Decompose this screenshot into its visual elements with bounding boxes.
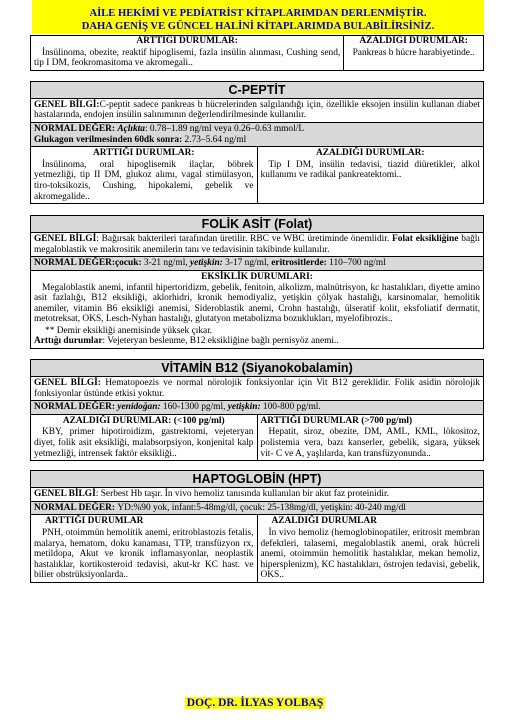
b12-decrease-head: AZALDIĞI DURUMLAR: (<100 pg/ml) <box>62 415 225 426</box>
insulin-decrease-text: Pankreas b hücre harabiyetinde.. <box>352 47 475 58</box>
b12-increase-text: Hepatit, siroz, obezite, DM, AML, KML, lökositoz, polistemia vera, bazı kanserler, gebelik, sigara, yüksek vit- C ve A, yaşlılarda, kan transfüzyonunda.. <box>260 427 480 459</box>
hapto-section <box>30 470 484 583</box>
folik-normal-child: 3-21 ng/ml, <box>141 258 190 269</box>
cpeptit-increase-cell <box>31 147 257 203</box>
hapto-increase-cell <box>31 515 257 582</box>
folik-normal <box>31 257 483 271</box>
folik-normal-rbc-label: eritrositlerde: <box>271 258 327 269</box>
cpeptit-title: C-PEPTİT <box>31 82 483 99</box>
cpeptit-general-text: C-peptit sadece pankreas b hücrelerinden salgılandığı için, özellikle eksojen insülin kullanan diabet hastalarında, endojen insülin salınımının değerlendirilmesinde kullanılır. <box>34 99 480 121</box>
folik-normal-adult-label: yetişkin: <box>190 258 223 269</box>
folik-general-text2: bağlı megaloblastik ve makrositik anemilerin tanı ve tedavisinin takibinde kullanılır. <box>34 234 480 255</box>
cpeptit-glukagon-value: 2.73–5.64 ng/ml <box>184 134 247 145</box>
cpeptit-decrease-head: AZALDIĞI DURUMLAR: <box>315 148 425 159</box>
folik-deficiency-text: Megaloblastik anemi, infantil hipertoridizm, gebelik, fenitoin, alkolizm, malnütrisyon, kc hastalıkları, diyette amino asit fazlalığı, B12 eksikliği, aklorhidri, kronik hemodiyaliz, yetişkin çölyak hastalığı, karsinomalar, hemolitik anemiler, vitamin B6 eksikliği anemisi, Sideroblastik anemi, Crohn hastalığı, ülseratif kolit, eksfoliatif dermatit, metotreksat, OKS, Lesch-Nyhan hastalığı, glutatyon metabolizma bozuklukları, myelofibrozis.. <box>34 282 480 325</box>
b12-normal-label: NORMAL DEĞER: <box>34 402 118 413</box>
folik-increase <box>31 336 483 348</box>
b12-general <box>31 377 483 401</box>
folik-normal-label: NORMAL DEĞER: <box>34 258 115 269</box>
hapto-title: HAPTOGLOBİN (HPT) <box>31 471 483 488</box>
cpeptit-normal-sub: Açlıkta <box>117 123 145 134</box>
hapto-normal-text: YD:%90 yok, infant:5-48mg/dl, çocuk: 25-138mg/dl, yetişkin: 40-240 mg/dl <box>117 502 406 513</box>
header-line-2: DAHA GENİŞ VE GÜNCEL HALİNİ KİTAPLARIMDA BULABİLİRSİNİZ. <box>81 20 435 32</box>
page <box>30 0 484 583</box>
hapto-general-text: : Serbest Hb taşır. İn vivo hemoliz tanısında kullanılan bir akut faz proteinidir. <box>95 489 389 500</box>
cpeptit-general-label: GENEL BİLGİ: <box>34 99 100 110</box>
hapto-increase-head: ARTTIĞI DURUMLAR <box>45 516 144 527</box>
cpeptit-glukagon-label: Glukagon verilmesinden 60dk sonra: <box>34 134 185 145</box>
footer-author-text: DOÇ. DR. İLYAS YOLBAŞ <box>186 697 324 709</box>
cpeptit-increase-head: ARTTIĞI DURUMLAR: <box>93 148 195 159</box>
hapto-decrease-text: İn vivo hemoliz (hemoglobinopatiler, eritrosit membran defektleri, talasemi, megaloblastik anemi, orak hücreli anemi, otoimmün hemolitik hastalıklar, mekan hemoliz, hipersplenizm), KC hastalıkları, östrojen tedavisi, gebelik, OKS.. <box>260 528 480 581</box>
cpeptit-normal-text: : 0.78–1.89 ng/ml veya 0.26–0.63 mmol/L <box>144 123 305 134</box>
hapto-general <box>31 488 483 502</box>
folik-general-text: : Bağırsak bakterileri tarafından üretilir. RBC ve WBC üretiminde önemlidir. <box>96 234 390 245</box>
cpeptit-section <box>30 81 484 204</box>
folik-normal-rbc: 110–700 ng/ml <box>326 258 386 269</box>
cpeptit-normal-label: NORMAL DEĞER: <box>34 123 118 134</box>
hapto-increase-text: PNH, otoimmün hemolitik anemi, eritroblastozis fetalis, malarya, hematom, doku kanaması, TTP, transfüzyon rx, metildopa, Akut ve kronik inflamasyonlar, neoplastik hastalıklar, kortikosteroid tedavisi, akut-kr KC hast. ve bilier obstrüksiyonlarda.. <box>34 528 254 581</box>
hapto-general-label: GENEL BİLGİ <box>34 489 96 500</box>
insulin-decrease-head: AZALDIĞI DURUMLAR: <box>359 36 468 46</box>
b12-normal-adult: 100-800 pg/ml. <box>260 402 321 413</box>
folik-normal-child-label: çocuk: <box>115 258 142 269</box>
cpeptit-general <box>31 99 483 123</box>
folik-section <box>30 215 484 349</box>
hapto-decrease-head: AZALDIĞI DURUMLAR <box>271 516 377 527</box>
insulin-increase-cell <box>31 36 343 70</box>
header-line-1: AİLE HEKİMİ VE PEDİATRİST KİTAPLARIMDAN DERLENMİŞTİR. <box>89 8 427 19</box>
b12-normal-newborn-label: yenidoğan: <box>117 402 161 413</box>
folik-increase-text: : Vejeteryan beslenme, B12 eksikliğine bağlı pernisyöz anemi.. <box>102 336 339 347</box>
b12-general-label: GENEL BİLGİ: <box>34 378 101 389</box>
b12-general-text: Hematopoezis ve normal nörolojik fonksiyonlar için Vit B12 gereklidir. Folik asidin nörolojik fonksiyonlar üstünde etkisi yoktur. <box>34 378 480 399</box>
b12-decrease-cell <box>31 415 257 460</box>
cpeptit-increase-text: İnsülinoma, oral hipoglisemik ilaçlar, böbrek yetmezliği, tip II DM, glukoz alımı, vagal stimülasyon, tiro-toksikozis, Cushing, hipokalemi, gebelik ve akromegalide.. <box>34 159 254 202</box>
folik-general-label: GENEL BİLGİ <box>34 234 97 245</box>
footer-author <box>0 697 510 709</box>
header-banner <box>32 0 484 34</box>
b12-normal-newborn: 160-1300 pg/ml, <box>160 402 228 413</box>
cpeptit-decrease-cell <box>257 147 484 203</box>
b12-normal <box>31 401 483 415</box>
hapto-normal <box>31 502 483 516</box>
folik-general-bold: Folat eksikliğine <box>389 234 459 245</box>
insulin-increase-text: İnsülinoma, obezite, reaktif hipoglisemi, fazla insülin alınması, Cushing send, tip I DM, feokromasitoma ve akromegali.. <box>34 47 341 69</box>
insulin-decrease-cell <box>343 36 483 70</box>
b12-normal-adult-label: yetişkin: <box>227 402 261 413</box>
hapto-decrease-cell <box>257 515 484 582</box>
b12-increase-cell <box>257 415 484 460</box>
cpeptit-decrease-text: Tip I DM, insülin tedavisi, tiazid diüretikler, alkol kullanımı ve radikal pankreatektomi.. <box>260 159 480 181</box>
folik-increase-label: Arttığı durumlar <box>34 336 103 347</box>
folik-title: FOLİK ASİT (Folat) <box>31 216 483 233</box>
folik-deficiency-head: EKSİKLİK DURUMLARI: <box>201 271 313 282</box>
folik-normal-adult: 3-17 ng/ml, <box>222 258 272 269</box>
b12-increase-head: ARTTIĞI DURUMLAR (>700 pg/ml) <box>260 415 413 426</box>
hapto-normal-label: NORMAL DEĞER: <box>34 502 118 513</box>
b12-section <box>30 359 484 461</box>
insulin-increase-head: ARTTIĞI DURUMLAR: <box>136 36 238 46</box>
cpeptit-normal <box>31 123 483 147</box>
folik-general <box>31 233 483 257</box>
folik-iron-note: ** Demir eksikliği anemisinde yüksek çıkar. <box>45 325 213 336</box>
b12-title: VİTAMİN B12 (Siyanokobalamin) <box>31 360 483 377</box>
b12-decrease-text: KBY, primer hipotiroidizm, gastrektomi, vejeteryan diyet, folik asit eksikliği, malabsorpsiyon, konjenital kalp yetmezliği, intrensek faktör eksikliği.. <box>34 427 254 459</box>
insulin-table <box>30 35 484 71</box>
